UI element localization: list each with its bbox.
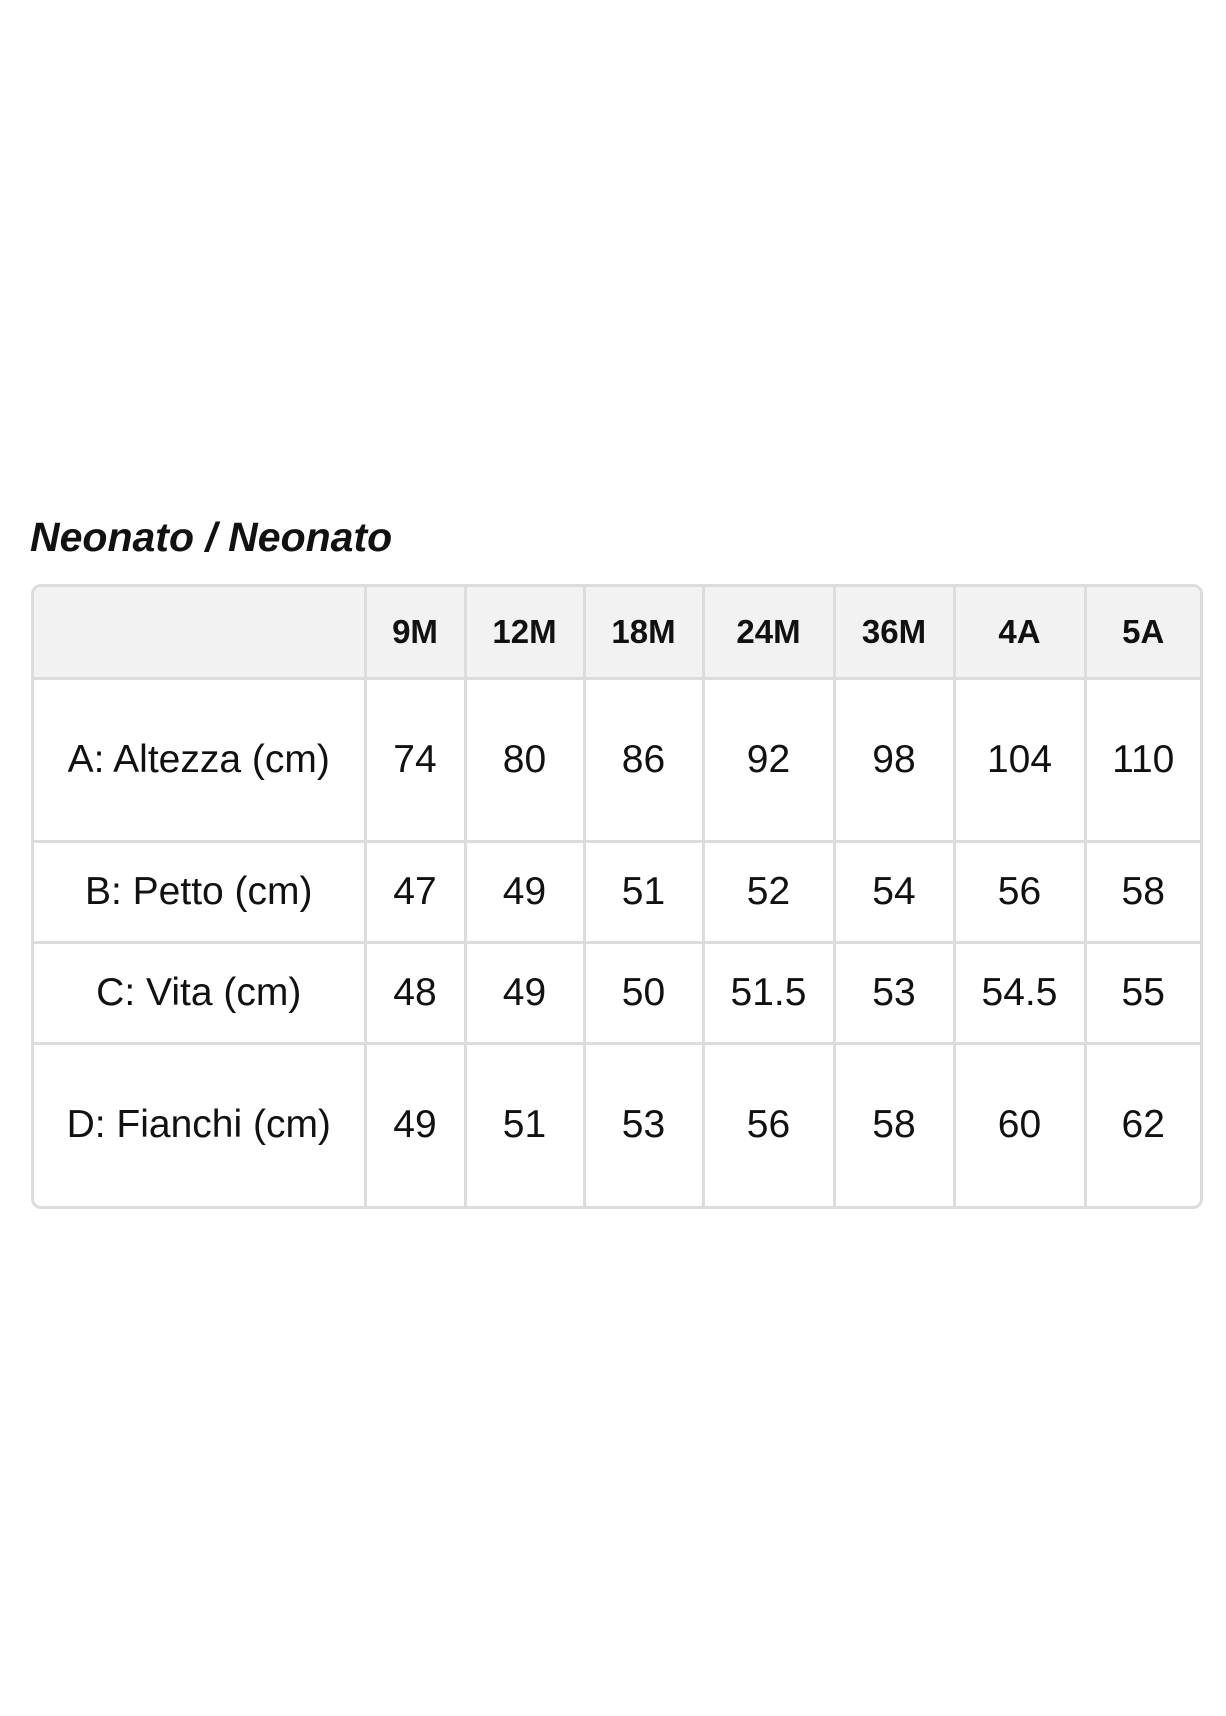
size-header: 4A	[954, 587, 1085, 678]
row-label: B: Petto (cm)	[34, 841, 365, 942]
table-cell: 92	[703, 678, 834, 841]
table-cell: 55	[1085, 942, 1200, 1043]
size-header: 5A	[1085, 587, 1200, 678]
table-cell: 51.5	[703, 942, 834, 1043]
size-header: 12M	[465, 587, 584, 678]
page-title: Neonato / Neonato	[30, 514, 393, 560]
table-cell: 62	[1085, 1043, 1200, 1206]
table-cell: 49	[465, 942, 584, 1043]
row-label: A: Altezza (cm)	[34, 678, 365, 841]
table-cell: 74	[365, 678, 465, 841]
table-cell: 53	[584, 1043, 703, 1206]
row-label: D: Fianchi (cm)	[34, 1043, 365, 1206]
table-cell: 98	[834, 678, 954, 841]
table-cell: 58	[1085, 841, 1200, 942]
table-row	[34, 1043, 1200, 1206]
table-cell: 51	[465, 1043, 584, 1206]
table-cell: 110	[1085, 678, 1200, 841]
table-cell: 50	[584, 942, 703, 1043]
table-cell: 52	[703, 841, 834, 942]
table-cell: 104	[954, 678, 1085, 841]
table-cell: 60	[954, 1043, 1085, 1206]
size-header: 18M	[584, 587, 703, 678]
row-label: C: Vita (cm)	[34, 942, 365, 1043]
size-header: 36M	[834, 587, 954, 678]
table-cell: 86	[584, 678, 703, 841]
size-header: 24M	[703, 587, 834, 678]
size-chart-table	[31, 584, 1203, 1209]
table-cell: 80	[465, 678, 584, 841]
corner-cell	[34, 587, 365, 678]
size-header: 9M	[365, 587, 465, 678]
table-cell: 58	[834, 1043, 954, 1206]
table-cell: 51	[584, 841, 703, 942]
table-cell: 56	[954, 841, 1085, 942]
table-row	[34, 942, 1200, 1043]
table-cell: 49	[365, 1043, 465, 1206]
header-row	[34, 587, 1200, 678]
table-row	[34, 678, 1200, 841]
table-cell: 54.5	[954, 942, 1085, 1043]
table-cell: 49	[465, 841, 584, 942]
table-row	[34, 841, 1200, 942]
table-cell: 48	[365, 942, 465, 1043]
table-cell: 47	[365, 841, 465, 942]
table-cell: 53	[834, 942, 954, 1043]
table-cell: 56	[703, 1043, 834, 1206]
table-cell: 54	[834, 841, 954, 942]
